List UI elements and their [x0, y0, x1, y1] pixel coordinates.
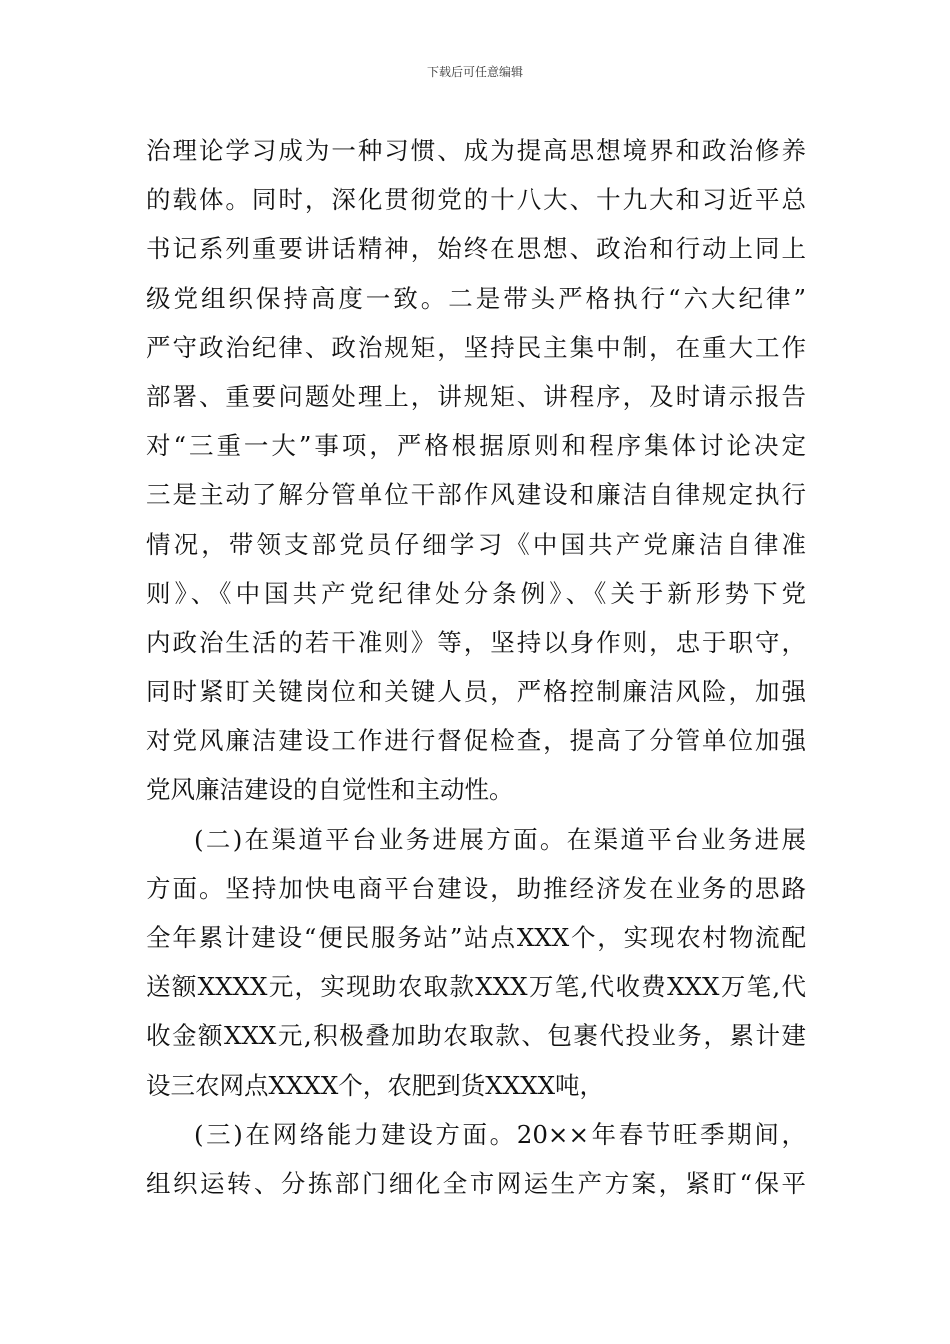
text-line: 党风廉洁建设的自觉性和主动性。: [146, 775, 514, 805]
page-header: 下载后可任意编辑: [426, 65, 523, 79]
text-line: 治理论学习成为一种习惯、成为提高思想境界和政治修养: [146, 136, 806, 165]
document-body: [146, 126, 806, 1208]
text-line: 则》、《中国共产党纪律处分条例》、《关于新形势下党: [146, 578, 806, 608]
text-line: 级党组织保持高度一致。二是带头严格执行“六大纪律”: [146, 283, 806, 313]
text-line: 组织运转、分拣部门细化全市网运生产方案，紧盯“保平: [146, 1168, 806, 1198]
text-line: 的载体。同时，深化贯彻党的十八大、十九大和习近平总: [146, 185, 806, 215]
text-line: 三是主动了解分管单位干部作风建设和廉洁自律规定执行: [146, 480, 806, 510]
text-line: 对党风廉洁建设工作进行督促检查，提高了分管单位加强: [146, 726, 806, 756]
text-line: (二)在渠道平台业务进展方面。在渠道平台业务进展: [194, 824, 806, 854]
text-line: 对“三重一大”事项，严格根据原则和程序集体讨论决定: [146, 431, 806, 461]
text-line: (三)在网络能力建设方面。20××年春节旺季期间，: [194, 1119, 806, 1149]
text-line: 送额XXXX元，实现助农取款XXX万笔,代收费XXX万笔,代: [146, 972, 806, 1002]
text-line: 内政治生活的若干准则》等，坚持以身作则，忠于职守，: [146, 627, 806, 657]
text-line: 严守政治纪律、政治规矩，坚持民主集中制，在重大工作: [146, 332, 806, 362]
text-line: 同时紧盯关键岗位和关键人员，严格控制廉洁风险，加强: [146, 677, 806, 707]
text-line: 部署、重要问题处理上，讲规矩、讲程序，及时请示报告: [146, 381, 806, 411]
text-line: 设三农网点XXXX个，农肥到货XXXX吨，: [146, 1070, 605, 1100]
text-line: 书记系列重要讲话精神，始终在思想、政治和行动上同上: [146, 234, 806, 264]
text-line: 收金额XXX元,积极叠加助农取款、包裹代投业务，累计建: [146, 1021, 806, 1051]
text-line: 方面。坚持加快电商平台建设，助推经济发在业务的思路: [146, 873, 806, 903]
text-line: 全年累计建设“便民服务站”站点XXX个，实现农村物流配: [146, 923, 806, 952]
text-line: 情况，带领支部党员仔细学习《中国共产党廉洁自律准: [146, 529, 806, 559]
